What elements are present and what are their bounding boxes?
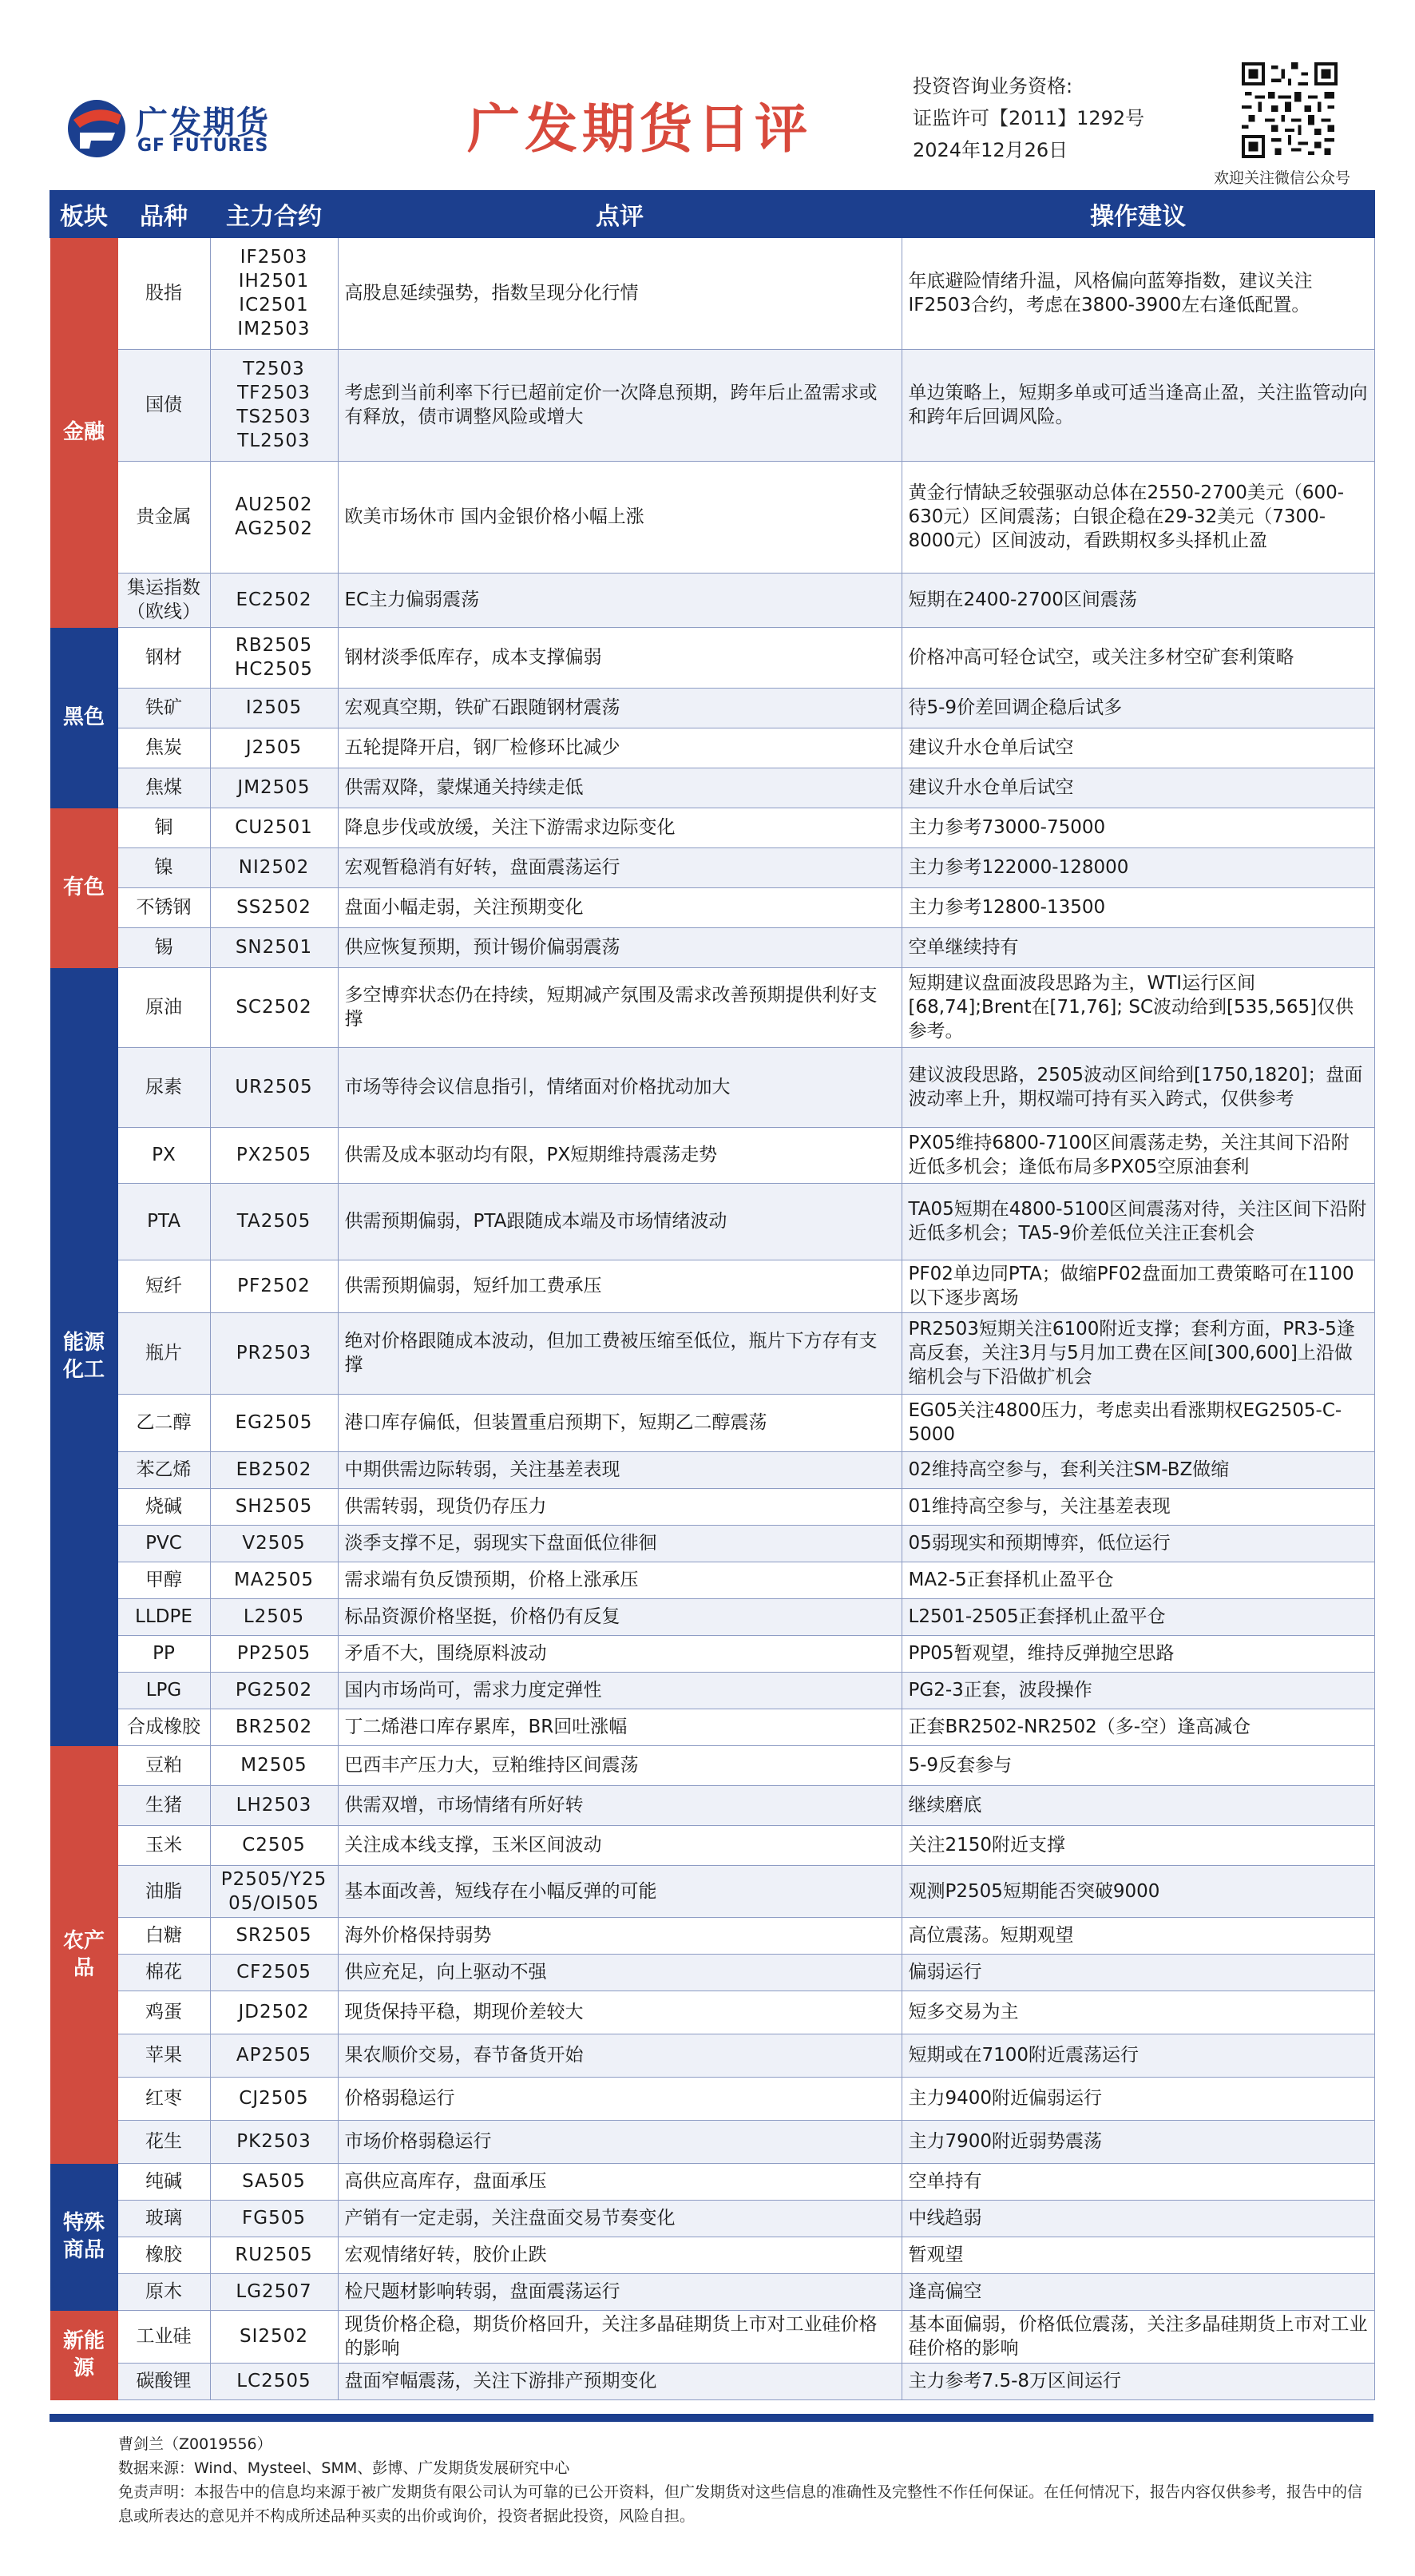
table-body bbox=[50, 237, 1374, 2399]
table-row bbox=[50, 1562, 1374, 1598]
variety-cell: 鸡蛋 bbox=[117, 1991, 210, 2034]
table-row bbox=[50, 237, 1374, 349]
advice-cell: 主力参考73000-75000 bbox=[902, 808, 1374, 847]
variety-cell: 橡胶 bbox=[117, 2237, 210, 2273]
advice-cell: 暂观望 bbox=[902, 2237, 1374, 2273]
table-row bbox=[50, 1260, 1374, 1312]
advice-cell: 主力9400附近偏弱运行 bbox=[902, 2077, 1374, 2120]
contract-cell: L2505 bbox=[210, 1598, 338, 1635]
comment-cell: 价格弱稳运行 bbox=[338, 2077, 902, 2120]
advice-cell: 05弱现实和预期博弈，低位运行 bbox=[902, 1525, 1374, 1562]
variety-cell: 烧碱 bbox=[117, 1488, 210, 1525]
contract-cell: PK2503 bbox=[210, 2120, 338, 2163]
sector-label: 有色 bbox=[50, 808, 117, 967]
advice-cell: 空单继续持有 bbox=[902, 927, 1374, 967]
report-date: 2024年12月26日 bbox=[913, 139, 1068, 161]
variety-cell: 贵金属 bbox=[117, 461, 210, 573]
comment-cell: 市场价格弱稳运行 bbox=[338, 2120, 902, 2163]
variety-cell: 镍 bbox=[117, 847, 210, 887]
variety-cell: 苹果 bbox=[117, 2034, 210, 2077]
column-header-comment: 点评 bbox=[338, 191, 902, 237]
comment-cell: 高供应高库存，盘面承压 bbox=[338, 2163, 902, 2200]
advice-cell: 中线趋弱 bbox=[902, 2200, 1374, 2237]
contract-cell: SC2502 bbox=[210, 967, 338, 1047]
advice-cell: 关注2150附近支撑 bbox=[902, 1825, 1374, 1865]
sector-label: 新能源 bbox=[50, 2310, 117, 2399]
contract-cell: M2505 bbox=[210, 1745, 338, 1785]
comment-cell: 现货保持平稳，期现价差较大 bbox=[338, 1991, 902, 2034]
contract-cell: P2505/Y25 05/OI505 bbox=[210, 1865, 338, 1917]
advice-cell: 偏弱运行 bbox=[902, 1954, 1374, 1991]
comment-cell: 港口库存偏低，但装置重启预期下，短期乙二醇震荡 bbox=[338, 1394, 902, 1451]
report-header bbox=[0, 0, 1415, 190]
contract-cell: J2505 bbox=[210, 728, 338, 768]
author-line: 曹剑兰（Z0019556） bbox=[118, 2435, 272, 2453]
advice-cell: 黄金行情缺乏较强驱动总体在2550-2700美元（600-630元）区间震荡；白银企稳在29-32美元（7300-8000元）区间波动，看跌期权多头择机止盈 bbox=[902, 461, 1374, 573]
variety-cell: 焦煤 bbox=[117, 768, 210, 808]
comment-cell: 绝对价格跟随成本波动，但加工费被压缩至低位，瓶片下方存有支撑 bbox=[338, 1312, 902, 1394]
advice-cell: 主力参考7.5-8万区间运行 bbox=[902, 2363, 1374, 2399]
table-row bbox=[50, 1991, 1374, 2034]
advice-cell: PX05维持6800-7100区间震荡走势，关注其间下沿附近低多机会；逢低布局多PX05空原油套利 bbox=[902, 1127, 1374, 1183]
logo-cn-text: 广发期货 bbox=[136, 105, 270, 141]
advice-cell: 建议升水仓单后试空 bbox=[902, 768, 1374, 808]
table-row bbox=[50, 1672, 1374, 1709]
contract-cell: PG2502 bbox=[210, 1672, 338, 1709]
logo-en-text: GF FUTURES bbox=[137, 136, 269, 156]
table-row bbox=[50, 1917, 1374, 1954]
comment-cell: 检尺题材影响转弱，盘面震荡运行 bbox=[338, 2273, 902, 2310]
comment-cell: 欧美市场休市 国内金银价格小幅上涨 bbox=[338, 461, 902, 573]
table-row bbox=[50, 808, 1374, 847]
gf-logo-icon bbox=[65, 97, 128, 160]
advice-cell: 年底避险情绪升温，风格偏向蓝筹指数，建议关注IF2503合约，考虑在3800-3900左右逢低配置。 bbox=[902, 237, 1374, 349]
qr-caption: 欢迎关注微信公众号 bbox=[1214, 169, 1351, 187]
variety-cell: 铜 bbox=[117, 808, 210, 847]
contract-cell: PX2505 bbox=[210, 1127, 338, 1183]
contract-cell: MA2505 bbox=[210, 1562, 338, 1598]
variety-cell: 原油 bbox=[117, 967, 210, 1047]
contract-cell: TA2505 bbox=[210, 1183, 338, 1260]
commentary-table-container bbox=[50, 190, 1373, 2400]
variety-cell: PX bbox=[117, 1127, 210, 1183]
contract-cell: PF2502 bbox=[210, 1260, 338, 1312]
advice-cell: 短期在2400-2700区间震荡 bbox=[902, 573, 1374, 627]
advice-cell: 主力参考12800-13500 bbox=[902, 887, 1374, 927]
comment-cell: 宏观情绪好转，胶价止跌 bbox=[338, 2237, 902, 2273]
column-header-sector: 板块 bbox=[50, 191, 117, 237]
contract-cell: NI2502 bbox=[210, 847, 338, 887]
table-row bbox=[50, 1745, 1374, 1785]
advice-cell: MA2-5正套择机止盈平仓 bbox=[902, 1562, 1374, 1598]
table-row bbox=[50, 2273, 1374, 2310]
footer-bar bbox=[50, 2414, 1373, 2422]
advice-cell: 02维持高空参与，套利关注SM-BZ做缩 bbox=[902, 1451, 1374, 1488]
contract-cell: SN2501 bbox=[210, 927, 338, 967]
advice-cell: 短期建议盘面波段思路为主，WTI运行区间[68,74];Brent在[71,76]; SC波动给到[535,565]仅供参考。 bbox=[902, 967, 1374, 1047]
variety-cell: 合成橡胶 bbox=[117, 1709, 210, 1745]
variety-cell: PVC bbox=[117, 1525, 210, 1562]
comment-cell: 海外价格保持弱势 bbox=[338, 1917, 902, 1954]
comment-cell: 考虑到当前利率下行已超前定价一次降息预期，跨年后止盈需求或有释放，债市调整风险或增大 bbox=[338, 349, 902, 461]
table-row bbox=[50, 2237, 1374, 2273]
variety-cell: 原木 bbox=[117, 2273, 210, 2310]
advice-cell: 高位震荡。短期观望 bbox=[902, 1917, 1374, 1954]
advice-cell: 01维持高空参与，关注基差表现 bbox=[902, 1488, 1374, 1525]
advice-cell: 单边策略上，短期多单或可适当逢高止盈，关注监管动向和跨年后回调风险。 bbox=[902, 349, 1374, 461]
table-row bbox=[50, 2034, 1374, 2077]
comment-cell: 盘面窄幅震荡，关注下游排产预期变化 bbox=[338, 2363, 902, 2399]
contract-cell: RU2505 bbox=[210, 2237, 338, 2273]
comment-cell: 降息步伐或放缓，关注下游需求边际变化 bbox=[338, 808, 902, 847]
contract-cell: SH2505 bbox=[210, 1488, 338, 1525]
comment-cell: 需求端有负反馈预期，价格上涨承压 bbox=[338, 1562, 902, 1598]
contract-cell: CU2501 bbox=[210, 808, 338, 847]
sector-label: 农产品 bbox=[50, 1745, 117, 2163]
variety-cell: 红枣 bbox=[117, 2077, 210, 2120]
comment-cell: 供需及成本驱动均有限，PX短期维持震荡走势 bbox=[338, 1127, 902, 1183]
advice-cell: EG05关注4800压力，考虑卖出看涨期权EG2505-C-5000 bbox=[902, 1394, 1374, 1451]
table-row bbox=[50, 1825, 1374, 1865]
comment-cell: 钢材淡季低库存，成本支撑偏弱 bbox=[338, 627, 902, 688]
contract-cell: AU2502 AG2502 bbox=[210, 461, 338, 573]
contract-cell: LC2505 bbox=[210, 2363, 338, 2399]
variety-cell: 苯乙烯 bbox=[117, 1451, 210, 1488]
comment-cell: 供需双降，蒙煤通关持续走低 bbox=[338, 768, 902, 808]
contract-cell: LG2507 bbox=[210, 2273, 338, 2310]
table-row bbox=[50, 1312, 1374, 1394]
sector-label: 金融 bbox=[50, 237, 117, 627]
variety-cell: LPG bbox=[117, 1672, 210, 1709]
advice-cell: 主力参考122000-128000 bbox=[902, 847, 1374, 887]
comment-cell: 宏观暂稳消有好转，盘面震荡运行 bbox=[338, 847, 902, 887]
table-row bbox=[50, 2163, 1374, 2200]
advice-cell: PG2-3正套，波段操作 bbox=[902, 1672, 1374, 1709]
contract-cell: EG2505 bbox=[210, 1394, 338, 1451]
comment-cell: 淡季支撑不足，弱现实下盘面低位徘徊 bbox=[338, 1525, 902, 1562]
comment-cell: 矛盾不大，围绕原料波动 bbox=[338, 1635, 902, 1672]
contract-cell: CJ2505 bbox=[210, 2077, 338, 2120]
qr-code-icon[interactable] bbox=[1242, 62, 1338, 158]
variety-cell: 锡 bbox=[117, 927, 210, 967]
variety-cell: 铁矿 bbox=[117, 688, 210, 728]
comment-cell: 高股息延续强势，指数呈现分化行情 bbox=[338, 237, 902, 349]
contract-cell: AP2505 bbox=[210, 2034, 338, 2077]
comment-cell: EC主力偏弱震荡 bbox=[338, 573, 902, 627]
variety-cell: LLDPE bbox=[117, 1598, 210, 1635]
table-row bbox=[50, 1047, 1374, 1127]
contract-cell: RB2505 HC2505 bbox=[210, 627, 338, 688]
variety-cell: 纯碱 bbox=[117, 2163, 210, 2200]
variety-cell: PTA bbox=[117, 1183, 210, 1260]
contract-cell: LH2503 bbox=[210, 1785, 338, 1825]
comment-cell: 关注成本线支撑，玉米区间波动 bbox=[338, 1825, 902, 1865]
variety-cell: 瓶片 bbox=[117, 1312, 210, 1394]
advice-cell: 空单持有 bbox=[902, 2163, 1374, 2200]
disclaimer-text: 免责声明：本报告中的信息均来源于被广发期货有限公司认为可靠的已公开资料，但广发期货对这些信息的准确性及完整性不作任何保证。在任何情况下，报告内容仅供参考，报告中的信息或所表达的意见并不构成所述品种买卖的出价或询价，投资者据此投资，风险自担。 bbox=[118, 2483, 1363, 2525]
comment-cell: 标品资源价格坚挺，价格仍有反复 bbox=[338, 1598, 902, 1635]
data-source-line: 数据来源：Wind、Mysteel、SMM、彭博、广发期货发展研究中心 bbox=[118, 2459, 570, 2477]
advice-cell: 观测P2505短期能否突破9000 bbox=[902, 1865, 1374, 1917]
column-header-contract: 主力合约 bbox=[210, 191, 338, 237]
contract-cell: C2505 bbox=[210, 1825, 338, 1865]
advice-cell: 价格冲高可轻仓试空，或关注多材空矿套利策略 bbox=[902, 627, 1374, 688]
variety-cell: 尿素 bbox=[117, 1047, 210, 1127]
table-row bbox=[50, 1865, 1374, 1917]
contract-cell: UR2505 bbox=[210, 1047, 338, 1127]
table-row bbox=[50, 887, 1374, 927]
table-row bbox=[50, 768, 1374, 808]
contract-cell: EC2502 bbox=[210, 573, 338, 627]
company-logo bbox=[65, 94, 275, 165]
table-row bbox=[50, 688, 1374, 728]
advice-cell: 短多交易为主 bbox=[902, 1991, 1374, 2034]
advice-cell: 待5-9价差回调企稳后试多 bbox=[902, 688, 1374, 728]
advice-cell: 继续磨底 bbox=[902, 1785, 1374, 1825]
variety-cell: 碳酸锂 bbox=[117, 2363, 210, 2399]
column-header-advice: 操作建议 bbox=[902, 191, 1374, 237]
comment-cell: 中期供需边际转弱，关注基差表现 bbox=[338, 1451, 902, 1488]
contract-cell: JM2505 bbox=[210, 768, 338, 808]
column-header-variety: 品种 bbox=[117, 191, 210, 237]
variety-cell: 白糖 bbox=[117, 1917, 210, 1954]
table-header-row bbox=[50, 191, 1374, 237]
table-row bbox=[50, 1635, 1374, 1672]
advice-cell: PF02单边同PTA；做缩PF02盘面加工费策略可在1100以下逐步离场 bbox=[902, 1260, 1374, 1312]
comment-cell: 多空博弈状态仍在持续，短期减产氛围及需求改善预期提供利好支撑 bbox=[338, 967, 902, 1047]
contract-cell: FG505 bbox=[210, 2200, 338, 2237]
variety-cell: 钢材 bbox=[117, 627, 210, 688]
variety-cell: 花生 bbox=[117, 2120, 210, 2163]
contract-cell: SA505 bbox=[210, 2163, 338, 2200]
variety-cell: 油脂 bbox=[117, 1865, 210, 1917]
contract-cell: I2505 bbox=[210, 688, 338, 728]
table-row bbox=[50, 1451, 1374, 1488]
variety-cell: 生猪 bbox=[117, 1785, 210, 1825]
variety-cell: 甲醇 bbox=[117, 1562, 210, 1598]
table-row bbox=[50, 573, 1374, 627]
variety-cell: 短纤 bbox=[117, 1260, 210, 1312]
table-row bbox=[50, 1954, 1374, 1991]
table-row bbox=[50, 1183, 1374, 1260]
variety-cell: 豆粕 bbox=[117, 1745, 210, 1785]
table-row bbox=[50, 1394, 1374, 1451]
contract-cell: PP2505 bbox=[210, 1635, 338, 1672]
comment-cell: 供需预期偏弱，短纤加工费承压 bbox=[338, 1260, 902, 1312]
license-number: 证监许可【2011】1292号 bbox=[913, 107, 1145, 129]
advice-cell: 逢高偏空 bbox=[902, 2273, 1374, 2310]
table-row bbox=[50, 461, 1374, 573]
commentary-table bbox=[50, 190, 1375, 2400]
variety-cell: PP bbox=[117, 1635, 210, 1672]
qualification-label: 投资咨询业务资格: bbox=[913, 75, 1073, 97]
table-row bbox=[50, 847, 1374, 887]
variety-cell: 玻璃 bbox=[117, 2200, 210, 2237]
variety-cell: 棉花 bbox=[117, 1954, 210, 1991]
sector-label: 能源 化工 bbox=[50, 967, 117, 1745]
comment-cell: 现货价格企稳，期货价格回升，关注多晶硅期货上市对工业硅价格的影响 bbox=[338, 2310, 902, 2363]
variety-cell: 国债 bbox=[117, 349, 210, 461]
contract-cell: SR2505 bbox=[210, 1917, 338, 1954]
table-row bbox=[50, 2120, 1374, 2163]
advice-cell: L2501-2505正套择机止盈平仓 bbox=[902, 1598, 1374, 1635]
table-row bbox=[50, 1709, 1374, 1745]
table-row bbox=[50, 2200, 1374, 2237]
comment-cell: 盘面小幅走弱，关注预期变化 bbox=[338, 887, 902, 927]
table-row bbox=[50, 627, 1374, 688]
contract-cell: T2503 TF2503 TS2503 TL2503 bbox=[210, 349, 338, 461]
variety-cell: 乙二醇 bbox=[117, 1394, 210, 1451]
table-row bbox=[50, 349, 1374, 461]
comment-cell: 市场等待会议信息指引，情绪面对价格扰动加大 bbox=[338, 1047, 902, 1127]
comment-cell: 供应充足，向上驱动不强 bbox=[338, 1954, 902, 1991]
variety-cell: 焦炭 bbox=[117, 728, 210, 768]
advice-cell: TA05短期在4800-5100区间震荡对待，关注区间下沿附近低多机会；TA5-9价差低位关注正套机会 bbox=[902, 1183, 1374, 1260]
comment-cell: 国内市场尚可，需求力度定弹性 bbox=[338, 1672, 902, 1709]
page-title: 广发期货日评 bbox=[467, 98, 812, 160]
contract-cell: EB2502 bbox=[210, 1451, 338, 1488]
contract-cell: V2505 bbox=[210, 1525, 338, 1562]
comment-cell: 供需双增，市场情绪有所好转 bbox=[338, 1785, 902, 1825]
contract-cell: JD2502 bbox=[210, 1991, 338, 2034]
comment-cell: 产销有一定走弱，关注盘面交易节奏变化 bbox=[338, 2200, 902, 2237]
table-row bbox=[50, 1525, 1374, 1562]
table-row bbox=[50, 967, 1374, 1047]
sector-label: 特殊 商品 bbox=[50, 2163, 117, 2310]
comment-cell: 供需预期偏弱，PTA跟随成本端及市场情绪波动 bbox=[338, 1183, 902, 1260]
comment-cell: 巴西丰产压力大，豆粕维持区间震荡 bbox=[338, 1745, 902, 1785]
advice-cell: PR2503短期关注6100附近支撑；套利方面，PR3-5逢高反套，关注3月与5月加工费在区间[300,600]上沿做缩机会与下沿做扩机会 bbox=[902, 1312, 1374, 1394]
comment-cell: 供需转弱，现货仍存压力 bbox=[338, 1488, 902, 1525]
advice-cell: 5-9反套参与 bbox=[902, 1745, 1374, 1785]
variety-cell: 不锈钢 bbox=[117, 887, 210, 927]
variety-cell: 工业硅 bbox=[117, 2310, 210, 2363]
comment-cell: 丁二烯港口库存累库，BR回吐涨幅 bbox=[338, 1709, 902, 1745]
contract-cell: PR2503 bbox=[210, 1312, 338, 1394]
footer-notes bbox=[118, 2432, 1364, 2528]
contract-cell: IF2503 IH2501 IC2501 IM2503 bbox=[210, 237, 338, 349]
variety-cell: 集运指数 （欧线） bbox=[117, 573, 210, 627]
variety-cell: 股指 bbox=[117, 237, 210, 349]
contract-cell: SI2502 bbox=[210, 2310, 338, 2363]
table-row bbox=[50, 728, 1374, 768]
advice-cell: 基本面偏弱，价格低位震荡，关注多晶硅期货上市对工业硅价格的影响 bbox=[902, 2310, 1374, 2363]
contract-cell: CF2505 bbox=[210, 1954, 338, 1991]
comment-cell: 果农顺价交易，春节备货开始 bbox=[338, 2034, 902, 2077]
table-row bbox=[50, 1488, 1374, 1525]
advice-cell: 建议升水仓单后试空 bbox=[902, 728, 1374, 768]
table-row bbox=[50, 927, 1374, 967]
contract-cell: BR2502 bbox=[210, 1709, 338, 1745]
table-row bbox=[50, 2310, 1374, 2363]
comment-cell: 基本面改善，短线存在小幅反弹的可能 bbox=[338, 1865, 902, 1917]
advice-cell: PP05暂观望，维持反弹抛空思路 bbox=[902, 1635, 1374, 1672]
table-row bbox=[50, 2363, 1374, 2399]
comment-cell: 宏观真空期，铁矿石跟随钢材震荡 bbox=[338, 688, 902, 728]
advice-cell: 正套BR2502-NR2502（多-空）逢高减仓 bbox=[902, 1709, 1374, 1745]
table-row bbox=[50, 1127, 1374, 1183]
advice-cell: 建议波段思路，2505波动区间给到[1750,1820]；盘面波动率上升，期权端可持有买入跨式，仅供参考 bbox=[902, 1047, 1374, 1127]
table-row bbox=[50, 1785, 1374, 1825]
table-row bbox=[50, 2077, 1374, 2120]
qualification-block bbox=[913, 70, 1144, 166]
sector-label: 黑色 bbox=[50, 627, 117, 808]
variety-cell: 玉米 bbox=[117, 1825, 210, 1865]
advice-cell: 短期或在7100附近震荡运行 bbox=[902, 2034, 1374, 2077]
table-row bbox=[50, 1598, 1374, 1635]
comment-cell: 五轮提降开启，钢厂检修环比减少 bbox=[338, 728, 902, 768]
comment-cell: 供应恢复预期，预计锡价偏弱震荡 bbox=[338, 927, 902, 967]
advice-cell: 主力7900附近弱势震荡 bbox=[902, 2120, 1374, 2163]
contract-cell: SS2502 bbox=[210, 887, 338, 927]
